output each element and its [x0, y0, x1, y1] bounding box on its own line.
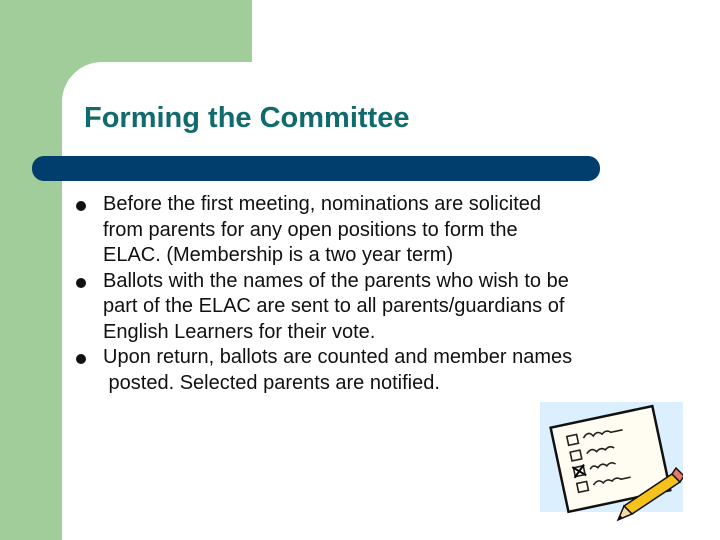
title-rule — [32, 156, 600, 181]
bullet-line: Upon return, ballots are counted and member names — [103, 346, 573, 368]
bullet-item — [76, 192, 686, 269]
bullet-line: Ballots with the names of the parents who wish to be — [103, 269, 569, 292]
bullet-list — [76, 192, 686, 396]
bullet-line: Before the first meeting, nominations are solicited — [103, 193, 541, 215]
background-green-strip — [0, 0, 62, 540]
bullet-line: ELAC. (Membership is a two year term) — [103, 244, 454, 266]
bullet-item — [76, 269, 686, 346]
ballot-clipart-icon — [540, 402, 683, 524]
bullet-line: posted. Selected parents are notified. — [103, 371, 440, 394]
bullet-line: from parents for any open positions to form the — [103, 218, 518, 241]
bullet-dot-icon — [76, 201, 86, 211]
bullet-dot-icon — [76, 278, 86, 288]
bullet-line: English Learners for their vote. — [103, 320, 376, 343]
bullet-dot-icon — [76, 354, 86, 364]
bullet-line: part of the ELAC are sent to all parents/guardians of — [103, 295, 565, 317]
bullet-item — [76, 345, 686, 396]
slide-title: Forming the Committee — [84, 102, 410, 134]
